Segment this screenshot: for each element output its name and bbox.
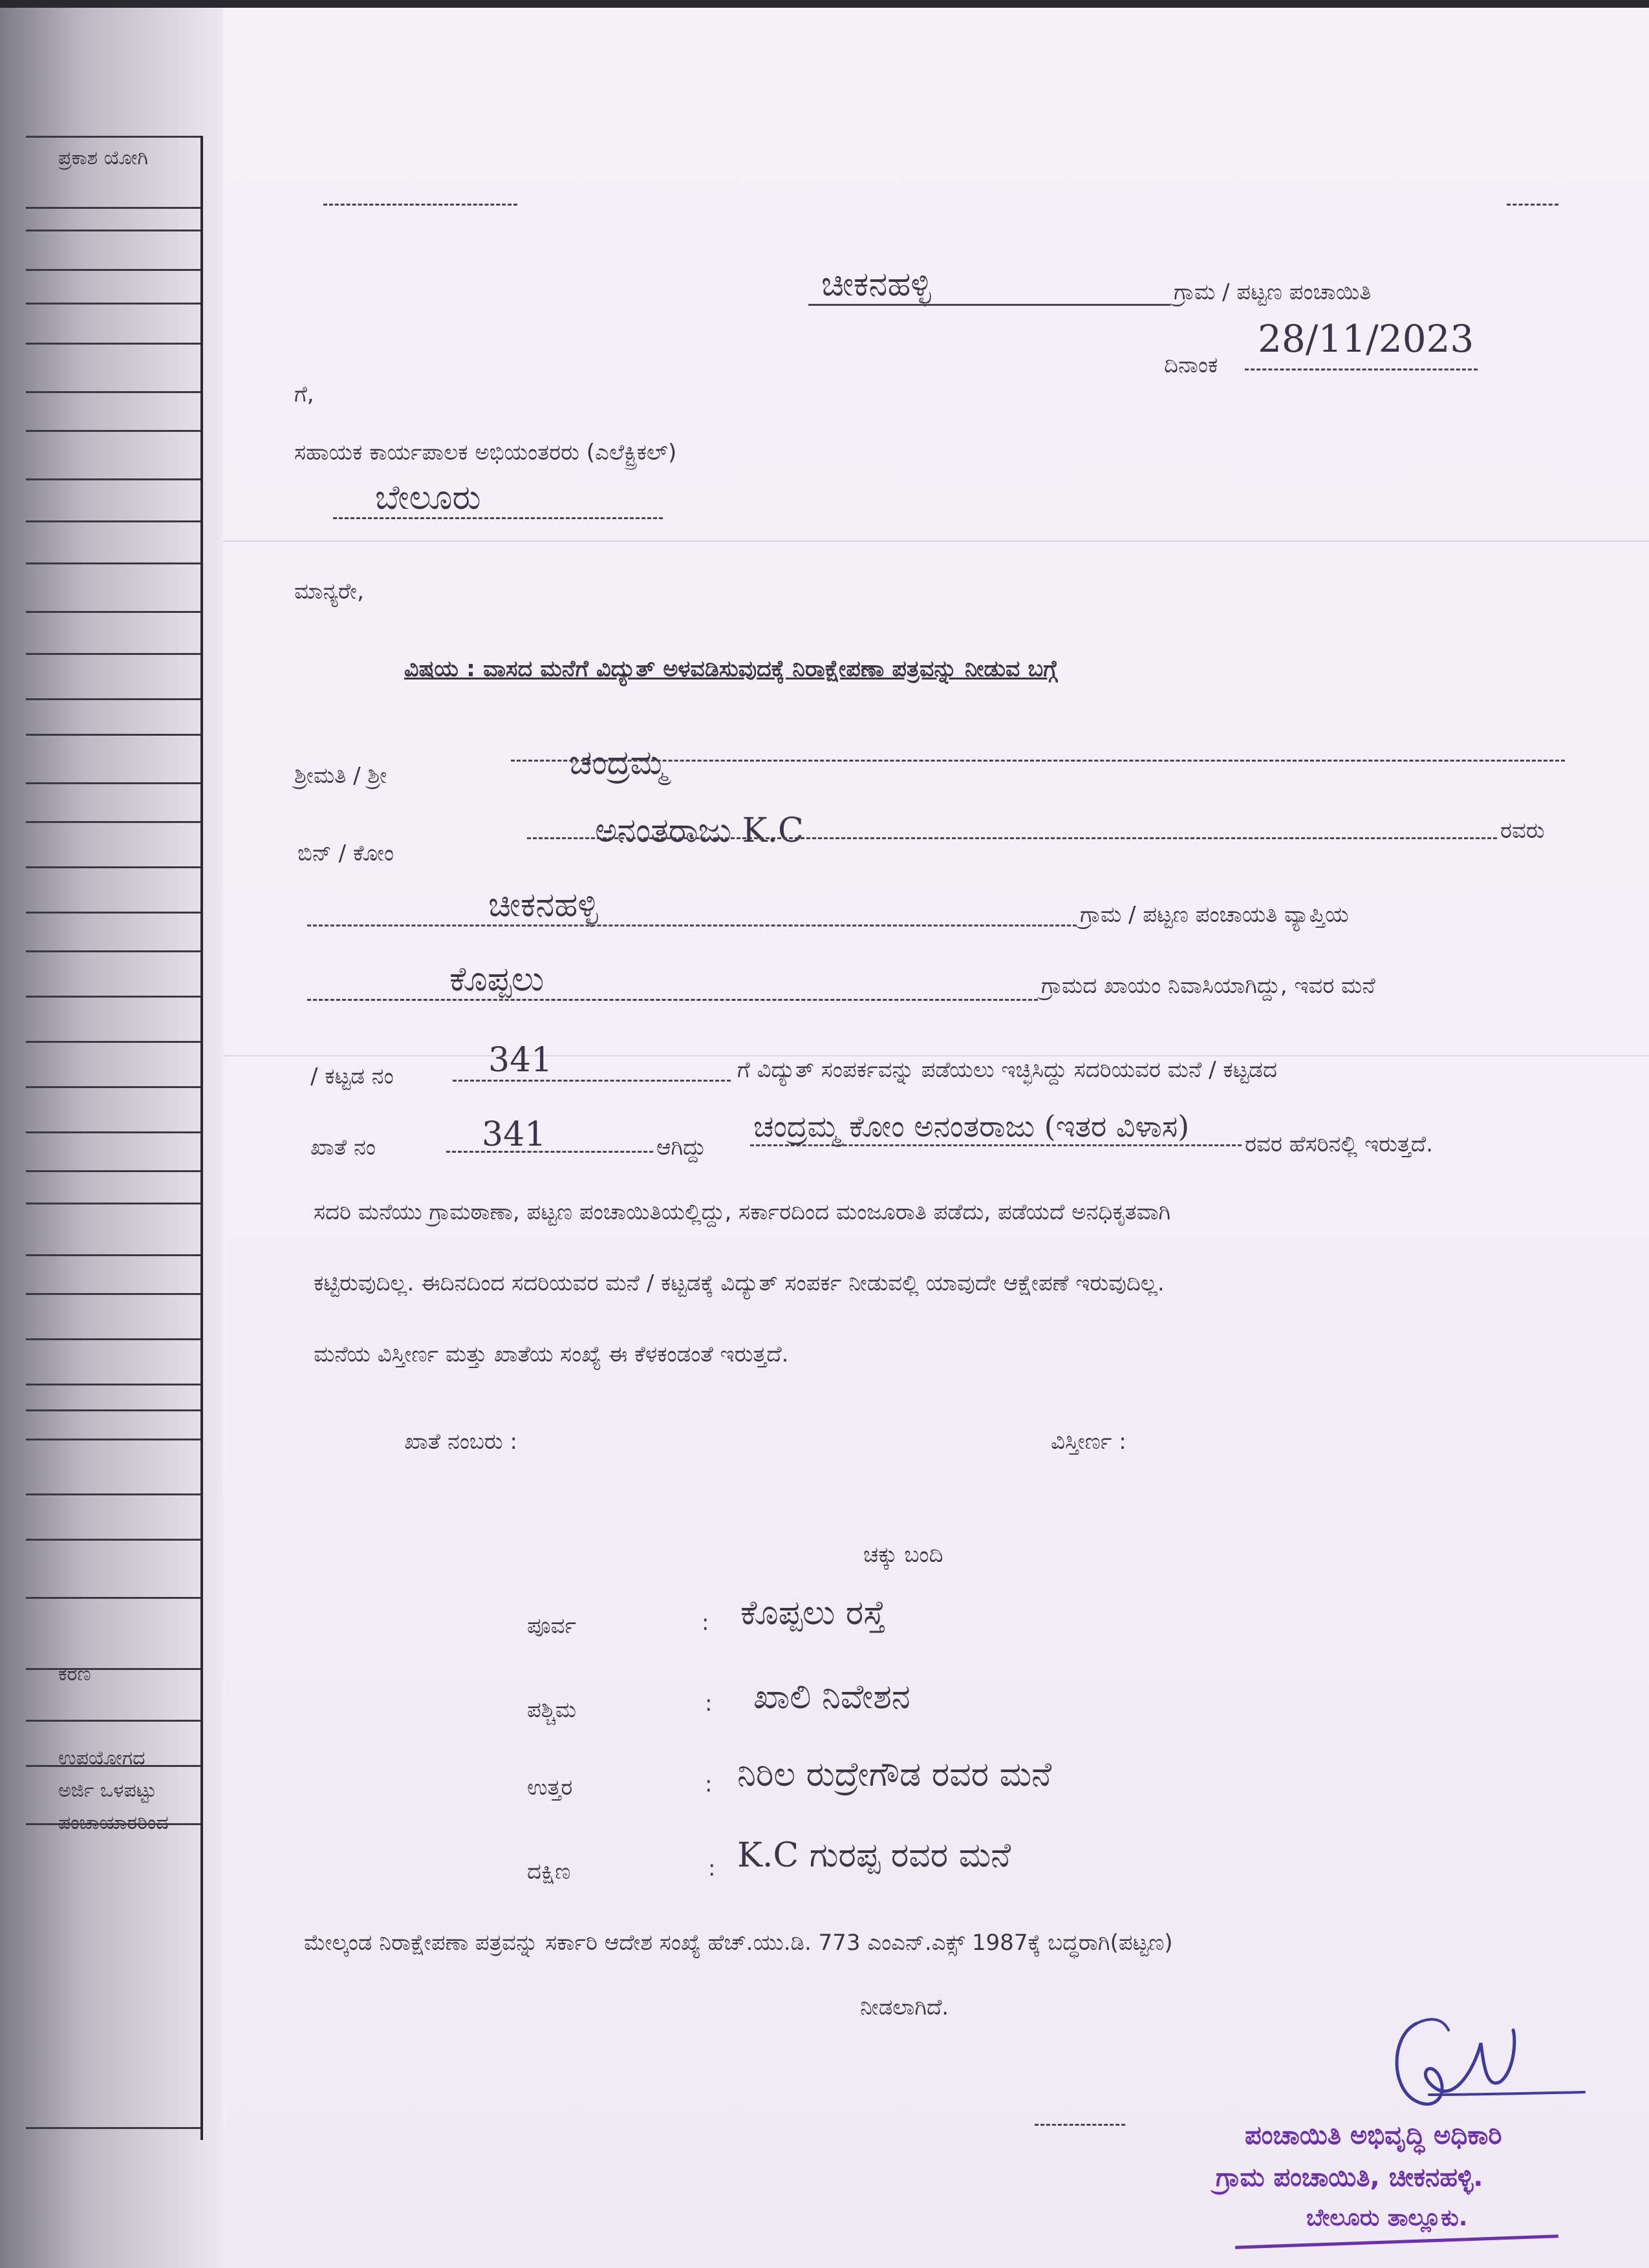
stamp-line-2: ಗ್ರಾಮ ಪಂಚಾಯಿತಿ, ಚೀಕನಹಳ್ಳಿ. <box>1216 2163 1483 2192</box>
officer-signature <box>1377 1998 1597 2121</box>
strip-text-b2: ಅರ್ಜಿ ಒಳಪಟ್ಟು <box>58 1779 156 1802</box>
area-label: ವಿಸ್ತೀರ್ಣ : <box>1051 1429 1126 1455</box>
body-l2-suffix: ರವರು <box>1500 818 1545 844</box>
date-label: ದಿನಾಂಕ <box>1164 352 1218 378</box>
relation-name: ಅನಂತರಾಜು K.C <box>595 811 804 850</box>
scan-top-edge <box>0 0 1649 8</box>
officer-title: ಸಹಾಯಕ ಕಾರ್ಯಪಾಲಕ ಅಭಿಯಂತರರು (ಎಲೆಕ್ಟ್ರಿಕಲ್) <box>294 440 677 465</box>
applicant-line <box>511 760 1565 762</box>
relation-line <box>527 837 1497 839</box>
subject-line: ವಿಷಯ : ವಾಸದ ಮನೆಗೆ ವಿದ್ಯುತ್ ಅಳವಡಿಸುವುದಕ್ಕೆ ನಿರಾಕ್ಷೇಪಣಾ ಪತ್ರವನ್ನು ನೀಡುವ ಬಗ್ಗೆ <box>404 656 1058 682</box>
owner-name: ಚಂದ್ರಮ್ಮ ಕೋಂ ಅನಂತರಾಜು (ಇತರ ವಿಳಾಸ) <box>753 1109 1190 1144</box>
paper-fold <box>223 1055 1649 1056</box>
strip-text-b1: ಉಪಯೋಗದ <box>58 1747 146 1770</box>
strip-text-mid: ಕರಣ <box>58 1663 91 1685</box>
village-line <box>808 304 1170 306</box>
body-l8: ಕಟ್ಟಿರುವುದಿಲ್ಲ. ಈದಿನದಿಂದ ಸದರಿಯವರ ಮನೆ / ಕಟ್ಟಡಕ್ಕೆ ವಿದ್ಯುತ್ ಸಂಪರ್ಕ ನೀಡುವಲ್ಲಿ ಯಾವುದೇ ಆಕ್ಷೇಪಣೆ ಇರುವುದಿಲ್ಲ. <box>314 1270 1165 1296</box>
village-value-line <box>307 925 1077 926</box>
top-dash-mark <box>1507 204 1558 206</box>
paper-fold <box>223 540 1649 542</box>
west-colon: : <box>705 1691 713 1717</box>
north-label: ಉತ್ತರ <box>527 1775 573 1801</box>
applicant-name: ಚಂದ್ರಮ್ಮ <box>569 744 667 782</box>
boundaries-title: ಚಕ್ಕು ಬಂದಿ <box>863 1542 943 1568</box>
body-l4-suffix: ಗ್ರಾಮದ ಖಾಯಂ ನಿವಾಸಿಯಾಗಿದ್ದು, ಇವರ ಮನೆ <box>1041 973 1375 999</box>
building-number: 341 <box>488 1041 553 1080</box>
strip-text-b3: ಪಂಚಾಯಾರರಿಂದ <box>58 1812 169 1834</box>
register-strip <box>0 0 223 2268</box>
to-label: ಗೆ, <box>294 381 314 407</box>
hamlet-line <box>307 999 1038 1001</box>
west-value: ಖಾಲಿ ನಿವೇಶನ <box>753 1678 911 1717</box>
salutation: ಮಾನ್ಯರೇ, <box>294 579 364 604</box>
body-l5-suffix: ಗೆ ವಿದ್ಯುತ್ ಸಂಪರ್ಕವನ್ನು ಪಡೆಯಲು ಇಚ್ಛಿಸಿದ್ದು ಸದರಿಯವರ ಮನೆ / ಕಟ್ಟಡದ <box>737 1057 1277 1083</box>
khata-number-line <box>446 1151 653 1153</box>
stamp-line-1: ಪಂಚಾಯಿತಿ ಅಭಿವೃದ್ಧಿ ಅಧಿಕಾರಿ <box>1245 2121 1502 2150</box>
top-dash-mark <box>323 204 517 206</box>
owner-line <box>750 1144 1242 1146</box>
body-l7: ಸದರಿ ಮನೆಯು ಗ್ರಾಮಠಾಣಾ, ಪಟ್ಟಣ ಪಂಚಾಯಿತಿಯಲ್ಲಿದ್ದು, ಸರ್ಕಾರದಿಂದ ಮಂಜೂರಾತಿ ಪಡೆದು, ಪಡೆಯದೆ ಅನಧಿಕೃತವಾಗಿ <box>314 1199 1171 1225</box>
east-value: ಕೊಪ್ಪಲು ರಸ್ತೆ <box>740 1594 886 1632</box>
east-colon: : <box>702 1610 709 1636</box>
date-line <box>1245 369 1478 370</box>
south-value: K.C ಗುರಪ್ಪ ರವರ ಮನೆ <box>737 1836 1011 1875</box>
body-l6-suffix: ರವರ ಹೆಸರಿನಲ್ಲಿ ಇರುತ್ತದೆ. <box>1245 1131 1433 1157</box>
south-colon: : <box>708 1856 716 1881</box>
date-value: 28/11/2023 <box>1258 317 1474 361</box>
stamp-line-3: ಬೇಲೂರು ತಾಲ್ಲೂಕು. <box>1306 2205 1468 2231</box>
hamlet-value: ಕೊಪ್ಪಲು <box>449 960 544 999</box>
body-l5-prefix: / ಕಟ್ಟಡ ನಂ <box>310 1064 394 1089</box>
body-l2-prefix: ಬಿನ್ / ಕೋಂ <box>297 840 394 866</box>
village-name: ಚೀಕನಹಳ್ಳಿ <box>821 265 931 304</box>
building-number-line <box>453 1080 731 1082</box>
south-label: ದಕ್ಷಿಣ <box>527 1859 571 1885</box>
north-colon: : <box>705 1771 713 1797</box>
body-l6-prefix: ಖಾತೆ ನಂ <box>310 1135 376 1161</box>
place-line <box>333 517 663 519</box>
panchayat-label: ಗ್ರಾಮ / ಪಟ್ಟಣ ಪಂಚಾಯಿತಿ <box>1174 279 1372 305</box>
khata-number: 341 <box>482 1115 546 1154</box>
village-value: ಚೀಕನಹಳ್ಳಿ <box>488 886 598 925</box>
west-label: ಪಶ್ಚಿಮ <box>527 1697 577 1723</box>
closing-line-1: ಮೇಲ್ಕಂಡ ನಿರಾಕ್ಷೇಪಣಾ ಪತ್ರವನ್ನು ಸರ್ಕಾರಿ ಆದೇಶ ಸಂಖ್ಯೆ ಹೆಚ್.ಯು.ಡಿ. 773 ಎಂಎನ್.ಎಕ್ಸ್ 1987ಕ್ಕೆ ಬದ್ಧರಾಗಿ(ಪಟ್ಟಣ) <box>304 1930 1173 1956</box>
body-l3-suffix: ಗ್ರಾಮ / ಪಟ್ಟಣ ಪಂಚಾಯತಿ ವ್ಯಾಪ್ತಿಯ <box>1080 902 1349 928</box>
khata-label: ಖಾತೆ ನಂಬರು : <box>404 1429 517 1455</box>
body-l9: ಮನೆಯ ವಿಸ್ತೀರ್ಣ ಮತ್ತು ಖಾತೆಯ ಸಂಖ್ಯೆ ಈ ಕೆಳಕಂಡಂತೆ ಇರುತ್ತದೆ. <box>314 1342 789 1367</box>
closing-line-2: ನೀಡಲಾಗಿದೆ. <box>860 1995 949 2020</box>
signature-dash <box>1035 2124 1125 2126</box>
register-table <box>26 136 203 2140</box>
body-l1-prefix: ಶ್ರೀಮತಿ / ಶ್ರೀ <box>294 763 387 789</box>
body-l6-mid: ಆಗಿದ್ದು <box>656 1135 706 1161</box>
east-label: ಪೂರ್ವ <box>527 1613 577 1639</box>
place-name: ಬೇಲೂರು <box>375 478 481 517</box>
strip-text-top: ಪ್ರಕಾಶ ಯೋಗಿ <box>58 147 148 169</box>
north-value: ನಿರಿಲ ರುದ್ರೇಗೌಡ ರವರ ಮನೆ <box>737 1755 1052 1794</box>
